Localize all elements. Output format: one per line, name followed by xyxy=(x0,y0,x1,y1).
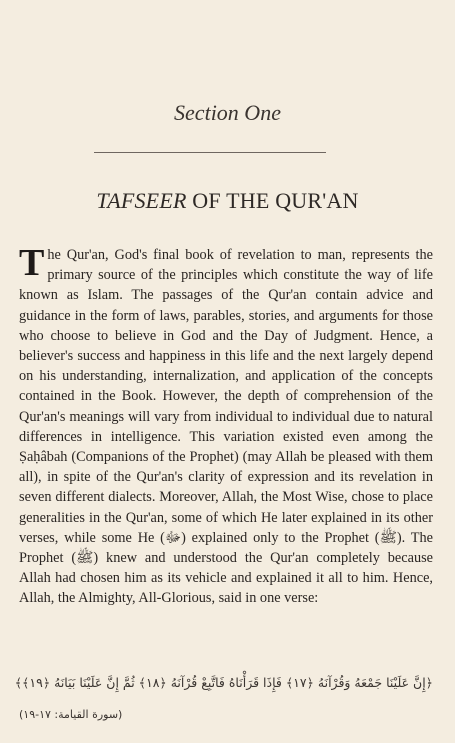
body-paragraph xyxy=(19,242,433,609)
drop-cap: T xyxy=(19,242,45,284)
chapter-title-rest: OF THE QUR'AN xyxy=(186,188,359,213)
chapter-title-italic: TAFSEER xyxy=(96,188,187,213)
section-label: Section One xyxy=(174,100,281,125)
verse-reference: (سورة القيامة: ١٧-١٩) xyxy=(19,708,123,721)
chapter-title xyxy=(0,188,455,214)
quran-verse-arabic: ﴿إِنَّ عَلَيْنَا جَمْعَهُ وَقُرْآنَهُ ﴿١٧﴾ فَإِذَا قَرَأْنَاهُ فَاتَّبِعْ قُرْآنَهُ ﴿١٨﴾ ثُمَّ إِنَّ عَلَيْنَا بَيَانَهُ ﴿١٩﴾﴾ xyxy=(14,675,433,690)
paragraph-text: he Qur'an, God's final book of revelation to man, represents the primary source of the principles which constitute the way of life known as Islam. The passages of the Qur'an contain advice and guidance in the form of laws, parables, stories, and arguments for those who choose to believe in God and the Day of Judgment. Hence, a believer's success and happiness in this life and the next largely depend on his understanding, internalization, and application of the concepts contained in the Book. However, the depth of comprehension of the Qur'an's meanings will vary from individual to individual due to natural differences in intelligence. This variation existed even among the Ṣaḥâbah (Companions of the Prophet) (may Allah be pleased with them all), in spite of the Qur'an's clarity of expression and its revelation in seven different dialects. Moreover, Allah, the Most Wise, chose to place generalities in the Qur'an, some of which He later explained in its other verses, while some He (ﷻ) explained only to the Prophet (ﷺ). The Prophet (ﷺ) knew and understood the Qur'an completely because Allah had chosen him as its vehicle and explained it all to him. Hence, Allah, the Almighty, All-Glorious, said in one verse: xyxy=(19,247,433,607)
title-divider xyxy=(94,152,326,153)
